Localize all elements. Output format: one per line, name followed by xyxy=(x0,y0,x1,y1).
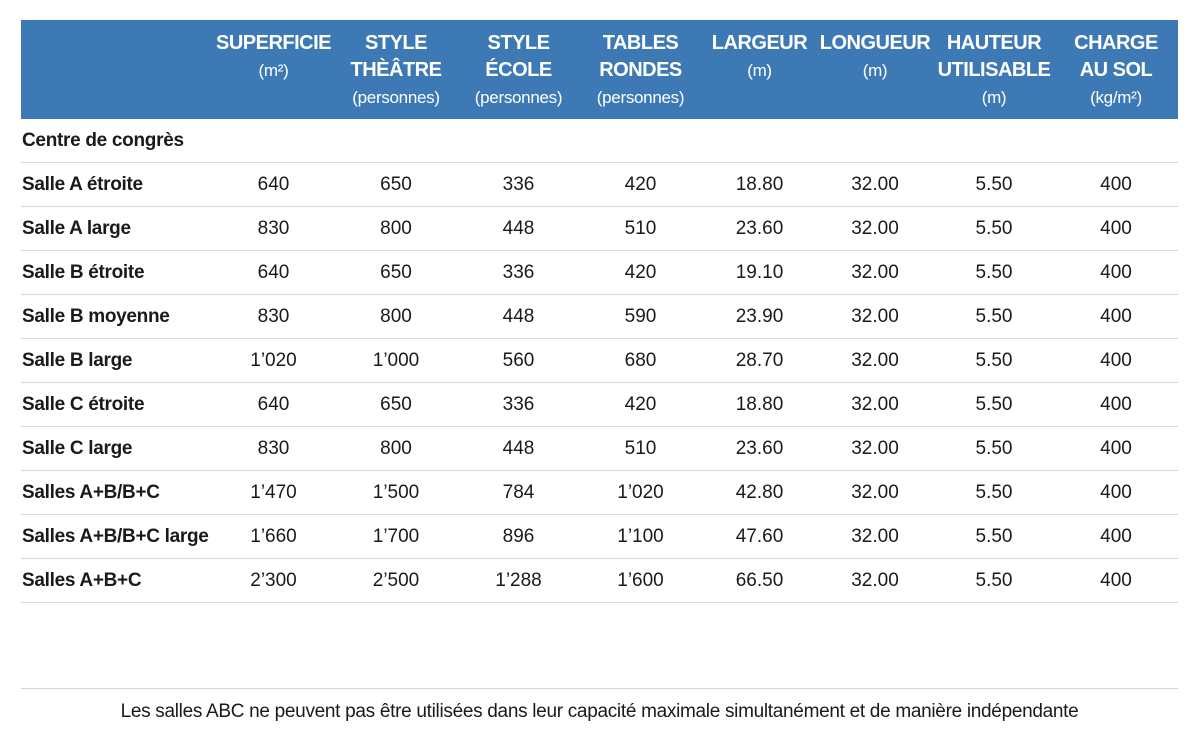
column-header xyxy=(333,20,459,119)
table-header-row xyxy=(21,20,1178,119)
table-cell: 650 xyxy=(333,383,459,427)
column-header-label: STYLE xyxy=(487,32,550,54)
room-name: Salles A+B/B+C large xyxy=(21,515,214,559)
table-cell: 510 xyxy=(578,207,703,251)
table-cell: 32.00 xyxy=(816,339,934,383)
table-cell: 47.60 xyxy=(703,515,816,559)
column-header xyxy=(1054,20,1178,119)
table-cell: 336 xyxy=(459,163,578,207)
column-header-label: ÉCOLE xyxy=(485,59,552,81)
table-row xyxy=(21,559,1178,603)
table-cell: 18.80 xyxy=(703,163,816,207)
table-cell: 830 xyxy=(214,295,333,339)
column-header xyxy=(934,20,1054,119)
column-header-unit: (personnes) xyxy=(596,88,685,107)
table-cell: 680 xyxy=(578,339,703,383)
table-cell: 830 xyxy=(214,207,333,251)
table-cell: 896 xyxy=(459,515,578,559)
room-name: Salle A large xyxy=(21,207,214,251)
table-cell: 800 xyxy=(333,207,459,251)
room-capacity-table xyxy=(21,20,1178,603)
table-cell: 19.10 xyxy=(703,251,816,295)
table-cell: 400 xyxy=(1054,427,1178,471)
table-cell: 830 xyxy=(214,427,333,471)
table-cell: 420 xyxy=(578,251,703,295)
table-cell: 640 xyxy=(214,163,333,207)
table-cell: 400 xyxy=(1054,295,1178,339)
table-cell: 400 xyxy=(1054,515,1178,559)
header-cell-blank xyxy=(21,20,214,119)
table-cell: 32.00 xyxy=(816,559,934,603)
table-cell: 32.00 xyxy=(816,471,934,515)
column-header-unit: (personnes) xyxy=(352,88,440,107)
room-name: Salles A+B/B+C xyxy=(21,471,214,515)
table-cell: 1’660 xyxy=(214,515,333,559)
table-cell: 400 xyxy=(1054,339,1178,383)
room-name: Salle C large xyxy=(21,427,214,471)
column-header xyxy=(703,20,816,119)
table-cell: 448 xyxy=(459,427,578,471)
column-header-label: STYLE xyxy=(365,32,427,54)
table-cell: 1’600 xyxy=(578,559,703,603)
table-cell: 590 xyxy=(578,295,703,339)
table-row xyxy=(21,251,1178,295)
table-row xyxy=(21,427,1178,471)
table-cell: 400 xyxy=(1054,383,1178,427)
column-header-unit: (m²) xyxy=(258,61,289,80)
column-header xyxy=(578,20,703,119)
table-row xyxy=(21,295,1178,339)
room-name: Salle B étroite xyxy=(21,251,214,295)
table-cell: 66.50 xyxy=(703,559,816,603)
table-cell: 5.50 xyxy=(934,515,1054,559)
column-header-label: CHARGE xyxy=(1074,32,1158,54)
table-cell: 400 xyxy=(1054,207,1178,251)
column-header-label: THÈÂTRE xyxy=(350,59,442,81)
table-cell: 1’700 xyxy=(333,515,459,559)
table-cell: 5.50 xyxy=(934,251,1054,295)
table-cell: 1’020 xyxy=(214,339,333,383)
section-label: Centre de congrès xyxy=(21,119,1178,163)
column-header-label: LARGEUR xyxy=(711,32,808,54)
table-cell: 5.50 xyxy=(934,163,1054,207)
table-cell: 5.50 xyxy=(934,383,1054,427)
table-cell: 32.00 xyxy=(816,295,934,339)
table-cell: 650 xyxy=(333,251,459,295)
table-cell: 336 xyxy=(459,383,578,427)
table-cell: 784 xyxy=(459,471,578,515)
column-header-label: UTILISABLE xyxy=(937,59,1051,81)
table-row xyxy=(21,383,1178,427)
footer-divider xyxy=(21,688,1178,689)
table-cell: 32.00 xyxy=(816,163,934,207)
table-row xyxy=(21,515,1178,559)
table-cell: 32.00 xyxy=(816,515,934,559)
column-header-label: TABLES xyxy=(602,32,679,54)
table-cell: 800 xyxy=(333,295,459,339)
table-cell: 23.90 xyxy=(703,295,816,339)
table-cell: 1’470 xyxy=(214,471,333,515)
room-name: Salle C étroite xyxy=(21,383,214,427)
table-cell: 640 xyxy=(214,383,333,427)
table-cell: 448 xyxy=(459,295,578,339)
table-cell: 510 xyxy=(578,427,703,471)
table-cell: 5.50 xyxy=(934,559,1054,603)
column-header xyxy=(459,20,578,119)
table-cell: 2’300 xyxy=(214,559,333,603)
column-header-unit: (m) xyxy=(862,61,888,80)
footnote: Les salles ABC ne peuvent pas être utilisées dans leur capacité maximale simultanément et de manière indépendante xyxy=(120,701,1079,722)
table-cell: 448 xyxy=(459,207,578,251)
room-name: Salles A+B+C xyxy=(21,559,214,603)
table-cell: 400 xyxy=(1054,559,1178,603)
room-name: Salle B moyenne xyxy=(21,295,214,339)
table-cell: 32.00 xyxy=(816,383,934,427)
section-row xyxy=(21,119,1178,163)
column-header-unit: (m) xyxy=(981,88,1007,107)
table-body xyxy=(21,119,1178,603)
column-header xyxy=(816,20,934,119)
column-header-label: RONDES xyxy=(599,59,682,81)
table-cell: 5.50 xyxy=(934,471,1054,515)
room-name: Salle B large xyxy=(21,339,214,383)
table-cell: 5.50 xyxy=(934,339,1054,383)
table-cell: 18.80 xyxy=(703,383,816,427)
table-row xyxy=(21,339,1178,383)
table-row xyxy=(21,471,1178,515)
room-name: Salle A étroite xyxy=(21,163,214,207)
table-cell: 5.50 xyxy=(934,207,1054,251)
table-row xyxy=(21,207,1178,251)
table-row xyxy=(21,163,1178,207)
column-header-label: HAUTEUR xyxy=(946,32,1042,54)
column-header-unit: (kg/m²) xyxy=(1090,88,1142,107)
table-cell: 800 xyxy=(333,427,459,471)
table-cell: 560 xyxy=(459,339,578,383)
table-cell: 1’100 xyxy=(578,515,703,559)
table-cell: 1’500 xyxy=(333,471,459,515)
table-cell: 23.60 xyxy=(703,427,816,471)
table-cell: 42.80 xyxy=(703,471,816,515)
column-header-label: SUPERFICIE xyxy=(215,32,332,54)
table-cell: 336 xyxy=(459,251,578,295)
column-header-unit: (m) xyxy=(747,61,772,80)
column-header-unit: (personnes) xyxy=(474,88,563,107)
table-cell: 2’500 xyxy=(333,559,459,603)
column-header-label: AU SOL xyxy=(1079,59,1153,81)
table-cell: 5.50 xyxy=(934,427,1054,471)
table-cell: 32.00 xyxy=(816,427,934,471)
table-cell: 28.70 xyxy=(703,339,816,383)
table-cell: 650 xyxy=(333,163,459,207)
table-cell: 5.50 xyxy=(934,295,1054,339)
table-cell: 420 xyxy=(578,383,703,427)
table-cell: 420 xyxy=(578,163,703,207)
table-cell: 400 xyxy=(1054,471,1178,515)
table-cell: 400 xyxy=(1054,251,1178,295)
table-cell: 1’000 xyxy=(333,339,459,383)
table-cell: 1’288 xyxy=(459,559,578,603)
capacity-table-wrapper xyxy=(21,20,1178,603)
table-cell: 400 xyxy=(1054,163,1178,207)
table-cell: 23.60 xyxy=(703,207,816,251)
column-header xyxy=(214,20,333,119)
table-cell: 640 xyxy=(214,251,333,295)
column-header-label: LONGUEUR xyxy=(819,32,931,54)
table-cell: 32.00 xyxy=(816,251,934,295)
table-cell: 1’020 xyxy=(578,471,703,515)
table-cell: 32.00 xyxy=(816,207,934,251)
